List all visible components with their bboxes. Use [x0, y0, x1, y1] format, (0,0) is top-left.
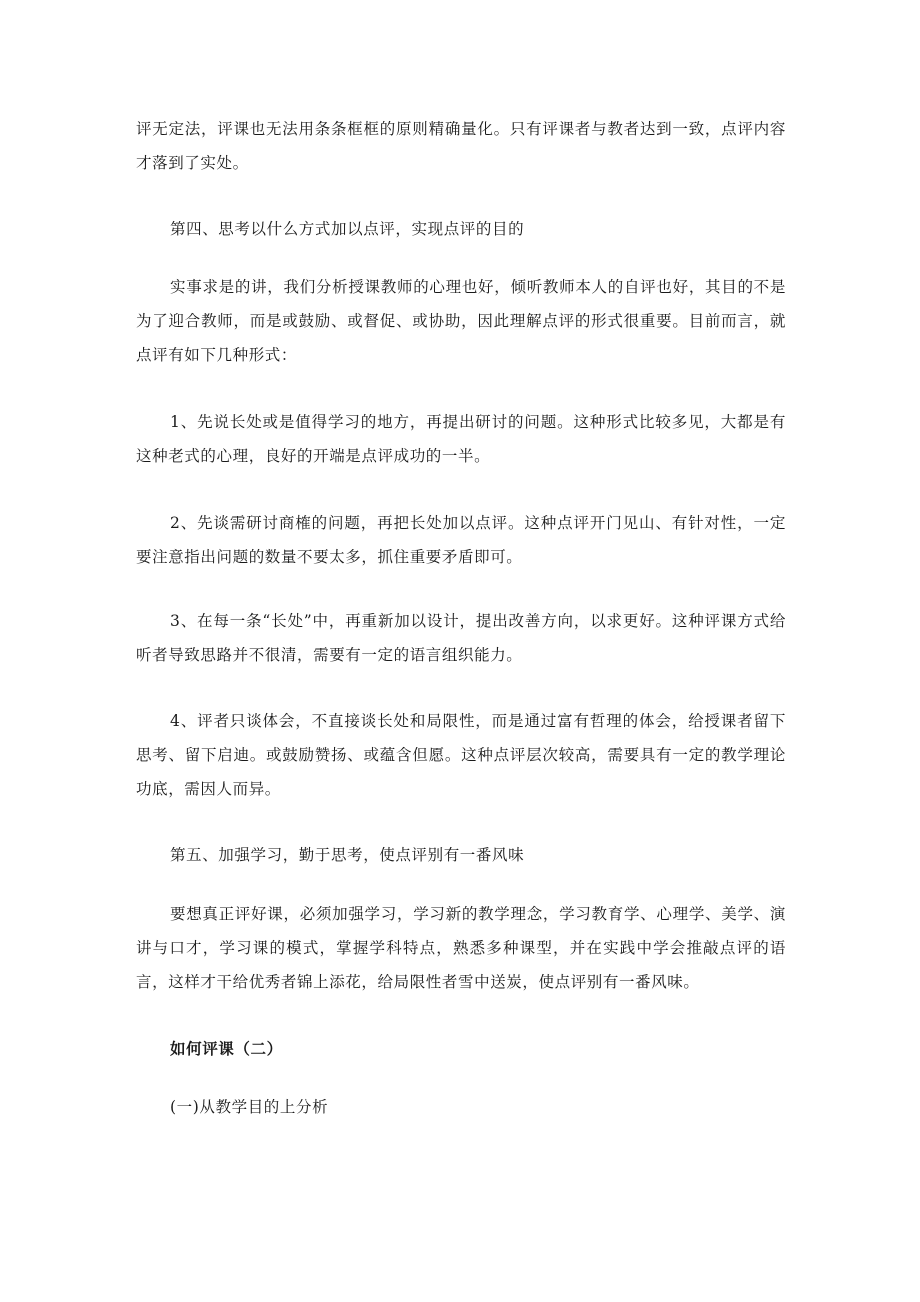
document-title-part-two: 如何评课（二）	[170, 1039, 283, 1058]
paragraph-form-3: 3、在每一条“长处”中，再重新加以设计，提出改善方向，以求更好。这种评课方式给听者导致思路并不很清，需要有一定的语言组织能力。	[136, 612, 786, 664]
paragraph-form-4: 4、评者只谈体会，不直接谈长处和局限性，而是通过富有哲理的体会，给授课者留下思考、留下启迪。或鼓励赞扬、或蕴含但愿。这种点评层次较高，需要具有一定的教学理论功底，需因人而异。	[136, 712, 786, 798]
paragraph-form-2: 2、先谈需研讨商榷的问题，再把长处加以点评。这种点评开门见山、有针对性，一定要注意指出问题的数量不要太多，抓住重要矛盾即可。	[136, 514, 786, 566]
paragraph-continuation: 评无定法，评课也无法用条条框框的原则精确量化。只有评课者与教者达到一致，点评内容才落到了实处。	[136, 120, 786, 172]
section-four-heading: 第四、思考以什么方式加以点评，实现点评的目的	[170, 220, 525, 238]
section-five-heading: 第五、加强学习，勤于思考，使点评别有一番风味	[170, 846, 525, 864]
paragraph-forms-intro: 实事求是的讲，我们分析授课教师的心理也好，倾听教师本人的自评也好，其目的不是为了迎合教师，而是或鼓励、或督促、或协助，因此理解点评的形式很重要。目前而言，就点评有如下几种形式：	[136, 278, 786, 364]
paragraph-form-1: 1、先说长处或是值得学习的地方，再提出研讨的问题。这种形式比较多见，大都是有这种老式的心理，良好的开端是点评成功的一半。	[136, 413, 786, 465]
subsection-heading-objectives: (一)从教学目的上分析	[170, 1098, 329, 1116]
paragraph-learning: 要想真正评好课，必须加强学习，学习新的教学理念，学习教育学、心理学、美学、演讲与口才，学习课的模式，掌握学科特点，熟悉多种课型，并在实践中学会推敲点评的语言，这样才干给优秀者锦上添花，给局限性者雪中送炭，使点评别有一番风味。	[136, 905, 786, 991]
